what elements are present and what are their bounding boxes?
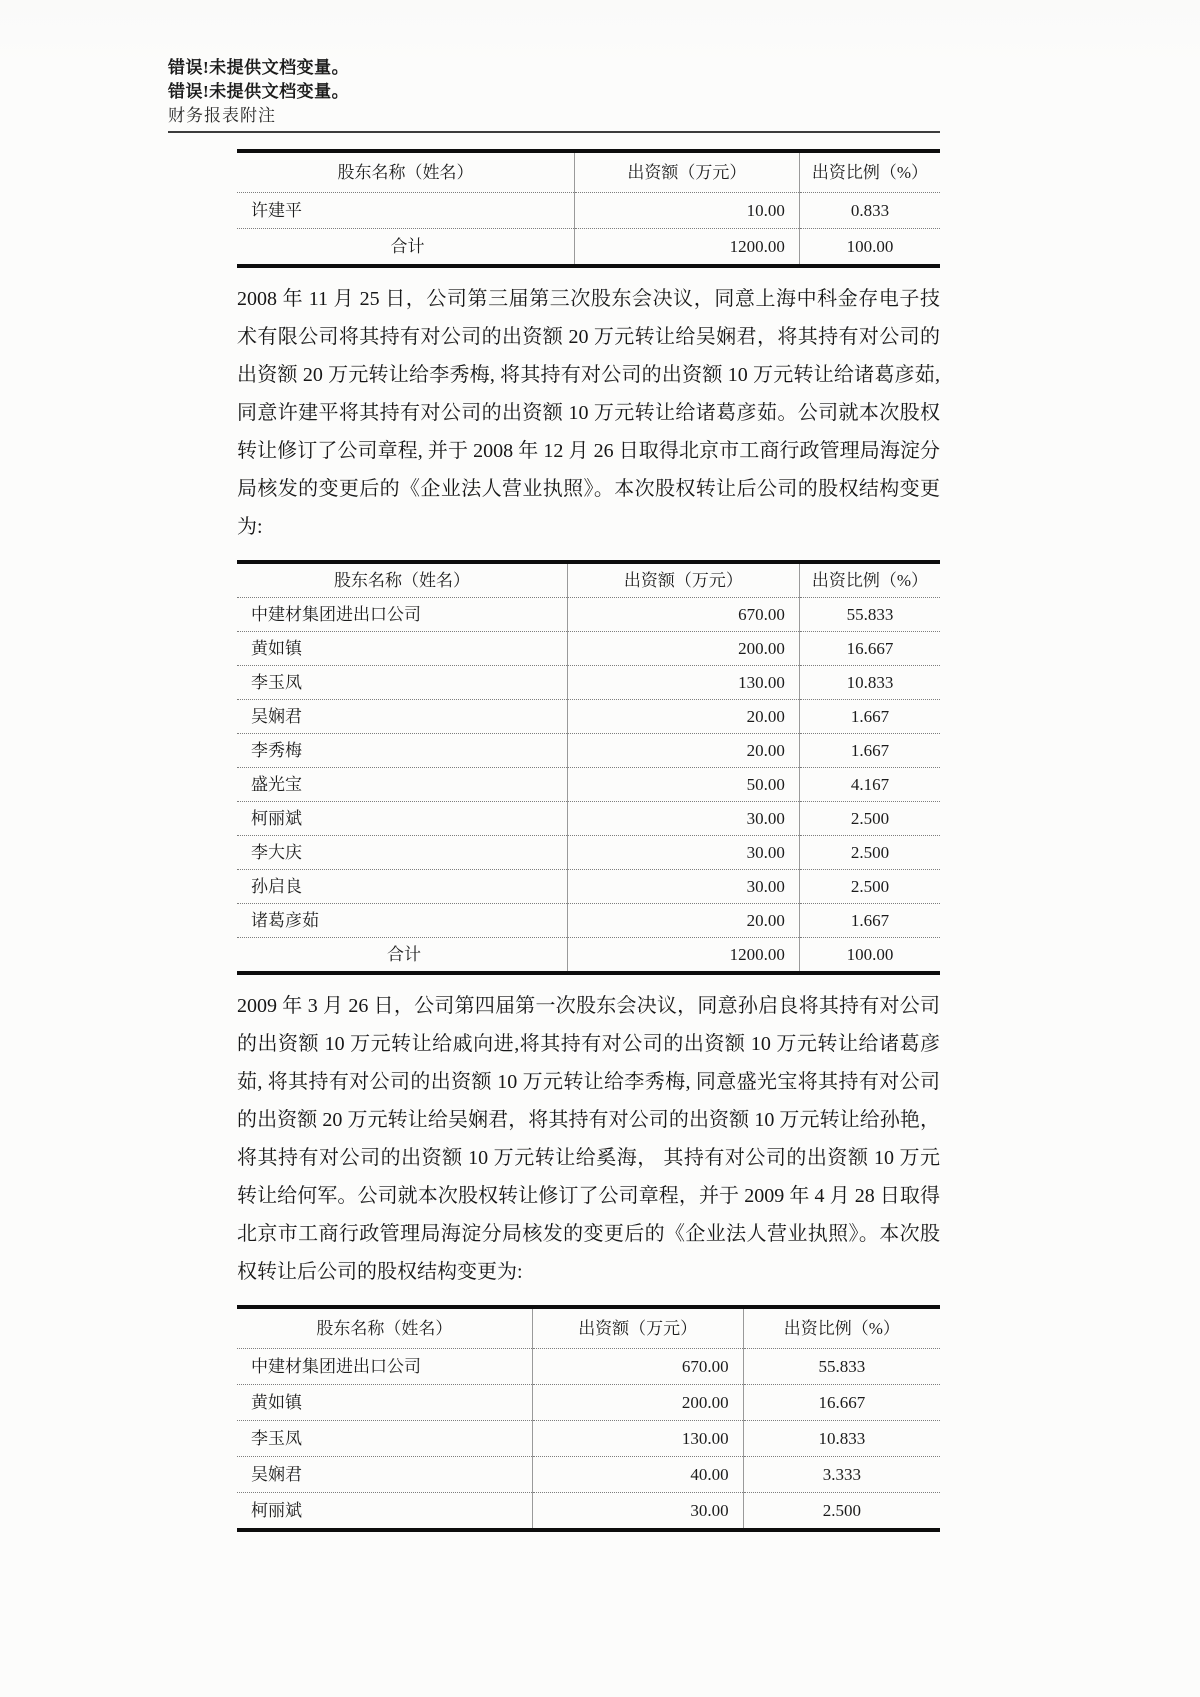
table-header-row: [237, 562, 940, 598]
paragraph-2008-transfer: 2008 年 11 月 25 日，公司第三届第三次股东会决议，同意上海中科金存电子技术有限公司将其持有对公司的出资额 20 万元转让给吴娴君，将其持有对公司的出资额 20 万元转让给李秀梅, 将其持有对公司的出资额 10 万元转让给诸葛彦茹, 同意许建平将其持有对公司的出资额 10 万元转让给诸葛彦茹。公司就本次股权转让修订了公司章程, 并于 2008 年 12 月 26 日取得北京市工商行政管理局海淀分局核发的变更后的《企业法人营业执照》。本次股权转让后公司的股权结构变更为:: [237, 288, 940, 538]
cell-contribution-ratio: 4.167: [799, 768, 940, 802]
cell-shareholder-name: 盛光宝: [237, 768, 567, 802]
cell-contribution-ratio: 1.667: [799, 734, 940, 768]
cell-shareholder-name: 许建平: [237, 193, 574, 229]
cell-contribution-amount: 20.00: [567, 700, 799, 734]
cell-contribution-ratio: 10.833: [799, 666, 940, 700]
table-row: [237, 802, 940, 836]
table-row: [237, 700, 940, 734]
cell-contribution-ratio: 16.667: [743, 1385, 940, 1421]
cell-contribution-amount: 670.00: [567, 598, 799, 632]
document-content: [237, 149, 940, 1532]
cell-total-label: 合计: [237, 229, 574, 267]
column-header-contribution-ratio: 出资比例（%）: [743, 1307, 940, 1349]
header-rule: [168, 131, 940, 133]
cell-shareholder-name: 黄如镇: [237, 1385, 532, 1421]
column-header-contribution-ratio: 出资比例（%）: [799, 562, 940, 598]
cell-contribution-ratio: 3.333: [743, 1457, 940, 1493]
column-header-contribution-amount: 出资额（万元）: [567, 562, 799, 598]
cell-shareholder-name: 吴娴君: [237, 700, 567, 734]
table-row: [237, 193, 940, 229]
cell-shareholder-name: 中建材集团进出口公司: [237, 598, 567, 632]
column-header-shareholder-name: 股东名称（姓名）: [237, 1307, 532, 1349]
table-row: [237, 1457, 940, 1493]
cell-total-amount: 1200.00: [574, 229, 799, 267]
cell-shareholder-name: 黄如镇: [237, 632, 567, 666]
column-header-contribution-ratio: 出资比例（%）: [799, 151, 940, 193]
cell-contribution-ratio: 10.833: [743, 1421, 940, 1457]
table-header-row: [237, 151, 940, 193]
table-equity-pre-2008: [237, 149, 940, 268]
cell-shareholder-name: 吴娴君: [237, 1457, 532, 1493]
cell-contribution-amount: 50.00: [567, 768, 799, 802]
cell-contribution-amount: 10.00: [574, 193, 799, 229]
cell-contribution-ratio: 55.833: [743, 1349, 940, 1385]
table-row: [237, 904, 940, 938]
cell-contribution-ratio: 1.667: [799, 904, 940, 938]
cell-contribution-amount: 200.00: [567, 632, 799, 666]
cell-contribution-amount: 130.00: [532, 1421, 743, 1457]
cell-shareholder-name: 中建材集团进出口公司: [237, 1349, 532, 1385]
cell-contribution-amount: 20.00: [567, 904, 799, 938]
cell-contribution-amount: 30.00: [567, 802, 799, 836]
column-header-contribution-amount: 出资额（万元）: [532, 1307, 743, 1349]
cell-contribution-ratio: 2.500: [799, 870, 940, 904]
header-error-line-1: 错误!未提供文档变量。: [168, 58, 350, 77]
table-row: [237, 836, 940, 870]
cell-shareholder-name: 诸葛彦茹: [237, 904, 567, 938]
table-row: [237, 734, 940, 768]
table-row: [237, 1493, 940, 1531]
table-row: [237, 632, 940, 666]
cell-total-ratio: 100.00: [799, 938, 940, 974]
cell-contribution-amount: 20.00: [567, 734, 799, 768]
cell-contribution-amount: 30.00: [567, 870, 799, 904]
cell-contribution-amount: 40.00: [532, 1457, 743, 1493]
table-row: [237, 666, 940, 700]
page-header: [168, 56, 349, 128]
table-equity-after-2008-transfer: [237, 560, 940, 975]
cell-contribution-amount: 200.00: [532, 1385, 743, 1421]
cell-contribution-ratio: 55.833: [799, 598, 940, 632]
paragraph-2009-transfer: 2009 年 3 月 26 日，公司第四届第一次股东会决议，同意孙启良将其持有对公司的出资额 10 万元转让给戚向进,将其持有对公司的出资额 10 万元转让给诸葛彦茹, 将其持有对公司的出资额 10 万元转让给李秀梅, 同意盛光宝将其持有对公司的出资额 20 万元转让给吴娴君，将其持有对公司的出资额 10 万元转让给孙艳，将其持有对公司的出资额 10 万元转让给奚海， 其持有对公司的出资额 10 万元转让给何军。公司就本次股权转让修订了公司章程，并于 2009 年 4 月 28 日取得北京市工商行政管理局海淀分局核发的变更后的《企业法人营业执照》。本次股权转让后公司的股权结构变更为:: [237, 995, 940, 1283]
cell-shareholder-name: 孙启良: [237, 870, 567, 904]
column-header-shareholder-name: 股东名称（姓名）: [237, 562, 567, 598]
table-total-row: [237, 938, 940, 974]
column-header-shareholder-name: 股东名称（姓名）: [237, 151, 574, 193]
cell-shareholder-name: 李玉凤: [237, 666, 567, 700]
table-row: [237, 1349, 940, 1385]
cell-total-label: 合计: [237, 938, 567, 974]
cell-contribution-ratio: 2.500: [743, 1493, 940, 1531]
cell-contribution-amount: 30.00: [567, 836, 799, 870]
column-header-contribution-amount: 出资额（万元）: [574, 151, 799, 193]
table-equity-after-2009-transfer: [237, 1305, 940, 1532]
cell-contribution-ratio: 16.667: [799, 632, 940, 666]
header-error-line-2: 错误!未提供文档变量。: [168, 82, 350, 101]
cell-contribution-amount: 670.00: [532, 1349, 743, 1385]
cell-contribution-ratio: 2.500: [799, 802, 940, 836]
cell-shareholder-name: 李大庆: [237, 836, 567, 870]
cell-shareholder-name: 李秀梅: [237, 734, 567, 768]
cell-total-amount: 1200.00: [567, 938, 799, 974]
cell-contribution-amount: 30.00: [532, 1493, 743, 1531]
cell-contribution-ratio: 1.667: [799, 700, 940, 734]
header-section-title: 财务报表附注: [168, 106, 276, 125]
table-row: [237, 870, 940, 904]
table-row: [237, 598, 940, 632]
cell-shareholder-name: 柯丽斌: [237, 802, 567, 836]
cell-total-ratio: 100.00: [799, 229, 940, 267]
cell-contribution-ratio: 2.500: [799, 836, 940, 870]
cell-shareholder-name: 柯丽斌: [237, 1493, 532, 1531]
cell-shareholder-name: 李玉凤: [237, 1421, 532, 1457]
table-header-row: [237, 1307, 940, 1349]
table-row: [237, 768, 940, 802]
table-row: [237, 1385, 940, 1421]
cell-contribution-amount: 130.00: [567, 666, 799, 700]
table-row: [237, 1421, 940, 1457]
cell-contribution-ratio: 0.833: [799, 193, 940, 229]
table-total-row: [237, 229, 940, 267]
